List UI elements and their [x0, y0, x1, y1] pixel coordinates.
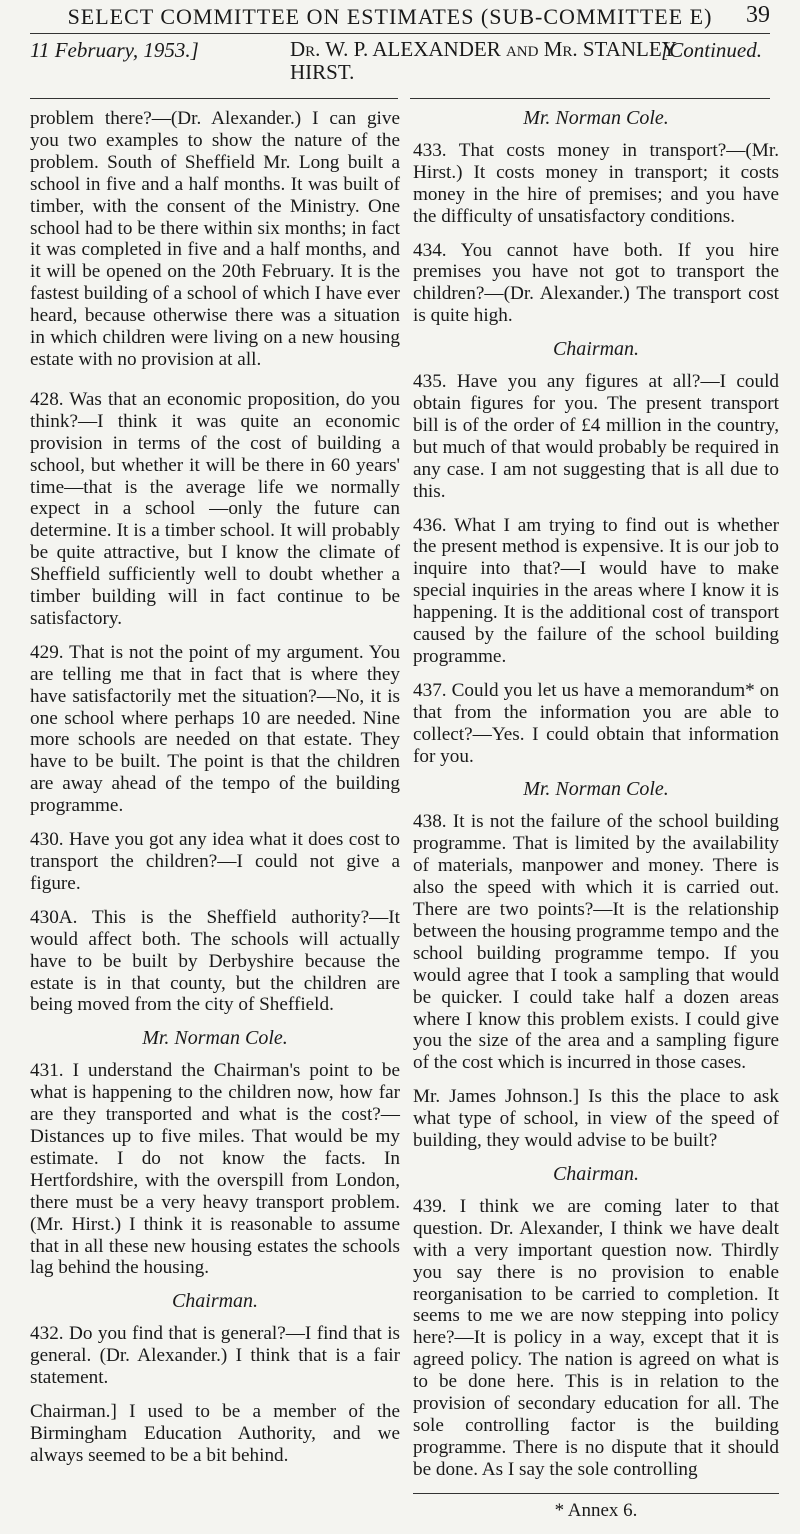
paragraph-chairman-remark: Chairman.] I used to be a member of the Birmingham Education Authority, and we always seemed to be a bit behind. [30, 1400, 400, 1466]
running-title: SELECT COMMITTEE ON ESTIMATES (SUB-COMMITTEE E) [67, 4, 713, 29]
speaker-heading: Chairman. [552, 338, 640, 361]
paragraph-432: 432. Do you find that is general?—I find that is general. (Dr. Alexander.) I think that is a fair statement. [30, 1323, 400, 1389]
page-number: 39 [746, 2, 770, 28]
paragraph-431: 431. I understand the Chairman's point to be what is happening to the children now, how far are they transported and what is the cost?—Distances up to five miles. That would be my estimate. I do not know the facts. In Hertfordshire, with the overspill from London, there must be a very heavy transport problem. (Mr. Hirst.) I think it is reasonable to assume that in all these new housing estates the schools lag behind the housing. [30, 1060, 400, 1279]
paragraph-435: 435. Have you any figures at all?—I could obtain figures for you. The present transport bill is of the order of £4 million in the country, but much of that would probably be required in any case. I am not suggesting that is all due to this. [413, 371, 779, 502]
witness-names: Dr. W. P. ALEXANDER and Mr. STANLEY HIRST. [290, 37, 677, 84]
paragraph-433: 433. That costs money in transport?—(Mr. Hirst.) It costs money in transport; it costs money in the hire of premises; and you have the difficulty of unsatisfactory conditions. [413, 139, 779, 227]
right-column-rule [410, 98, 770, 99]
paragraph-429: 429. That is not the point of my argument. You are telling me that in fact that is where they have satisfactorily met the situation?—No, it is one school where perhaps 10 are needed. Nine more schools are needed on that estate. They have to be built. The point is that the children are away ahead of the tempo of the building programme. [30, 641, 400, 817]
paragraph-438: 438. It is not the failure of the school building programme. That is limited by the availability of materials, manpower and money. There is also the speed with which it is carried out. There are two points?—It is the relationship between the housing programme tempo and the school building programme tempo. If you would agree that I took a sampling that would be quicker. I could take half a dozen areas where I know this problem exists. I could give you the size of the area and a sampling figure of the cost which is incurred in those cases. [413, 811, 779, 1074]
speaker-heading: Chairman. [552, 1162, 640, 1185]
paragraph-437: 437. Could you let us have a memorandum* on that from the information you are able to collect?—Yes. I could obtain that information for you. [413, 679, 779, 767]
paragraph-continued: problem there?—(Dr. Alexander.) I can give you two examples to show the nature of the problem. South of Sheffield Mr. Long built a school in five and a half months. It was built of timber, with the consent of the Ministry. One school had to be there within six months; in fact it was completed in five and a half months, and it will be opened on the 20th February. It is the fastest building of a school of which I have ever heard, because otherwise there was a situation in which children were living on a new housing estate with no provision at all. [30, 108, 400, 370]
continued-label: [Continued. [661, 38, 762, 62]
left-column-rule [30, 98, 398, 99]
sitting-date: 11 February, 1953.] [30, 38, 199, 62]
speaker-heading: Mr. Norman Cole. [142, 1027, 288, 1050]
paragraph-439: 439. I think we are coming later to that question. Dr. Alexander, I think we have dealt with a very important question now. Thirdly you say there is no provision to enable reorganisation to be carried to completion. It seems to me we are now stepping into policy here?—It is policy in a way, except that it is agreed policy. The nation is agreed on what is to be done here. This is in relation to the provision of secondary education for all. The sole controlling factor is the building programme. There is no dispute that it should be done. As I say the sole controlling [413, 1195, 779, 1480]
speaker-heading: Mr. Norman Cole. [523, 778, 669, 801]
footnote-rule [413, 1493, 779, 1494]
paragraph-430: 430. Have you got any idea what it does cost to transport the children?—I could not give a figure. [30, 829, 400, 894]
speaker-heading: Mr. Norman Cole. [523, 107, 669, 129]
paragraph-johnson-question: Mr. James Johnson.] Is this the place to ask what type of school, in view of the speed of building, they would advise to be built? [413, 1086, 779, 1152]
header-rule [30, 33, 770, 34]
paragraph-428: 428. Was that an economic proposition, do you think?—I think it was quite an economic provision in terms of the cost of building a school, but whether it will be there in 60 years' time—that is the average life we normally expect in a school —only the future can determine. It is a timber school. It will probably be quite attractive, but I know the climate of Sheffield sufficiently well to doubt whether a timber building will in fact continue to be satisfactory. [30, 388, 400, 629]
footnote: * Annex 6. [554, 1499, 638, 1521]
left-column [30, 108, 400, 1479]
paragraph-434: 434. You cannot have both. If you hire premises you have not got to transport the children?—(Dr. Alexander.) The transport cost is quite high. [413, 239, 779, 327]
paragraph-436: 436. What I am trying to find out is whether the present method is expensive. It is our job to inquire into that?—I would have to make special inquiries in the areas where I know it is happening. It is the additional cost of transport caused by the failure of the school building programme. [413, 514, 779, 667]
right-column [413, 108, 779, 1534]
speaker-heading: Chairman. [171, 1290, 259, 1313]
paragraph-430a: 430A. This is the Sheffield authority?—It would affect both. The schools will actually have to be built by Derbyshire because the estate is in that county, but the children are being moved from the city of Sheffield. [30, 906, 400, 1016]
